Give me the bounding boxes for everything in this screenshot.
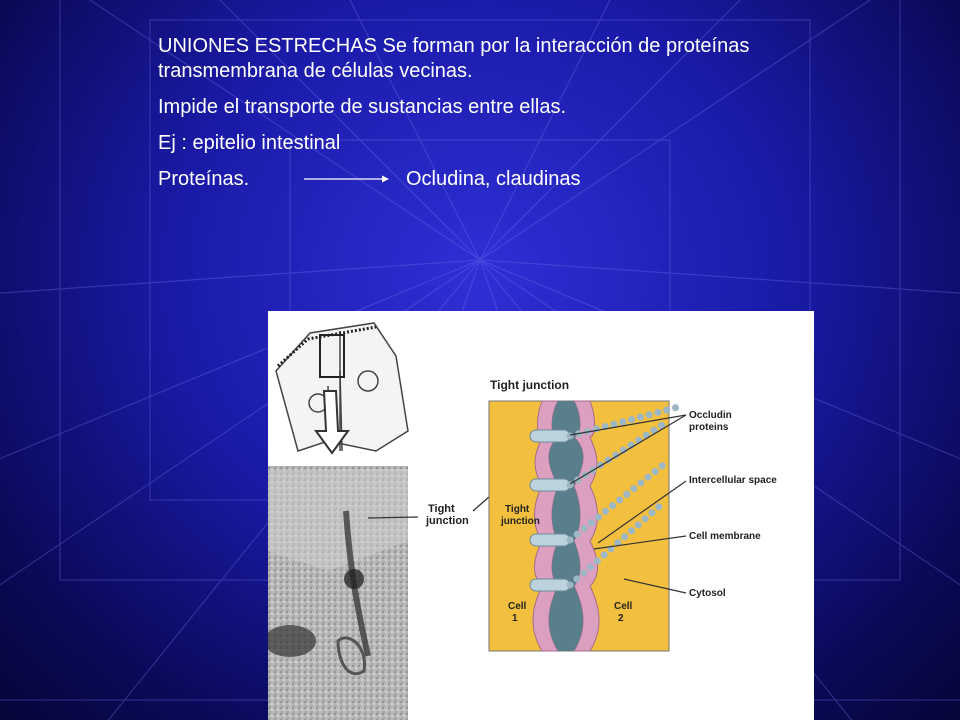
micrograph-label-line1: Tight xyxy=(428,503,455,515)
electron-micrograph xyxy=(268,466,408,720)
callout-occludin-line2: proteins xyxy=(689,422,729,433)
cells-sketch xyxy=(276,323,408,453)
diagram-title: Tight junction xyxy=(490,378,570,392)
center-label-line2: junction xyxy=(501,516,540,527)
micrograph-label-line2: junction xyxy=(426,515,469,527)
arrow-right-icon xyxy=(304,173,390,185)
tight-junction-figure xyxy=(268,311,814,720)
cell2-label-line2: 2 xyxy=(618,613,624,624)
cell1-label-line2: 1 xyxy=(512,613,518,624)
paragraph-function: Impide el transporte de sustancias entre ellas. xyxy=(158,96,566,118)
slide-text xyxy=(158,34,798,192)
paragraph-definition: UNIONES ESTRECHAS Se forman por la interacción de proteínas transmembrana de células vecinas. xyxy=(158,35,750,82)
cell2-label-line1: Cell xyxy=(614,601,633,612)
callout-cytosol: Cytosol xyxy=(689,588,726,599)
proteins-label: Proteínas. xyxy=(158,168,250,190)
cell1-label-line1: Cell xyxy=(508,601,527,612)
proteins-value: Ocludina, claudinas xyxy=(406,168,581,190)
callout-cell-membrane: Cell membrane xyxy=(689,531,761,542)
paragraph-example: Ej : epitelio intestinal xyxy=(158,132,341,154)
callout-intercellular-space: Intercellular space xyxy=(689,475,777,486)
callout-occludin-line1: Occludin xyxy=(689,410,732,421)
proteins-line xyxy=(158,167,798,192)
center-label-line1: Tight xyxy=(505,504,530,515)
